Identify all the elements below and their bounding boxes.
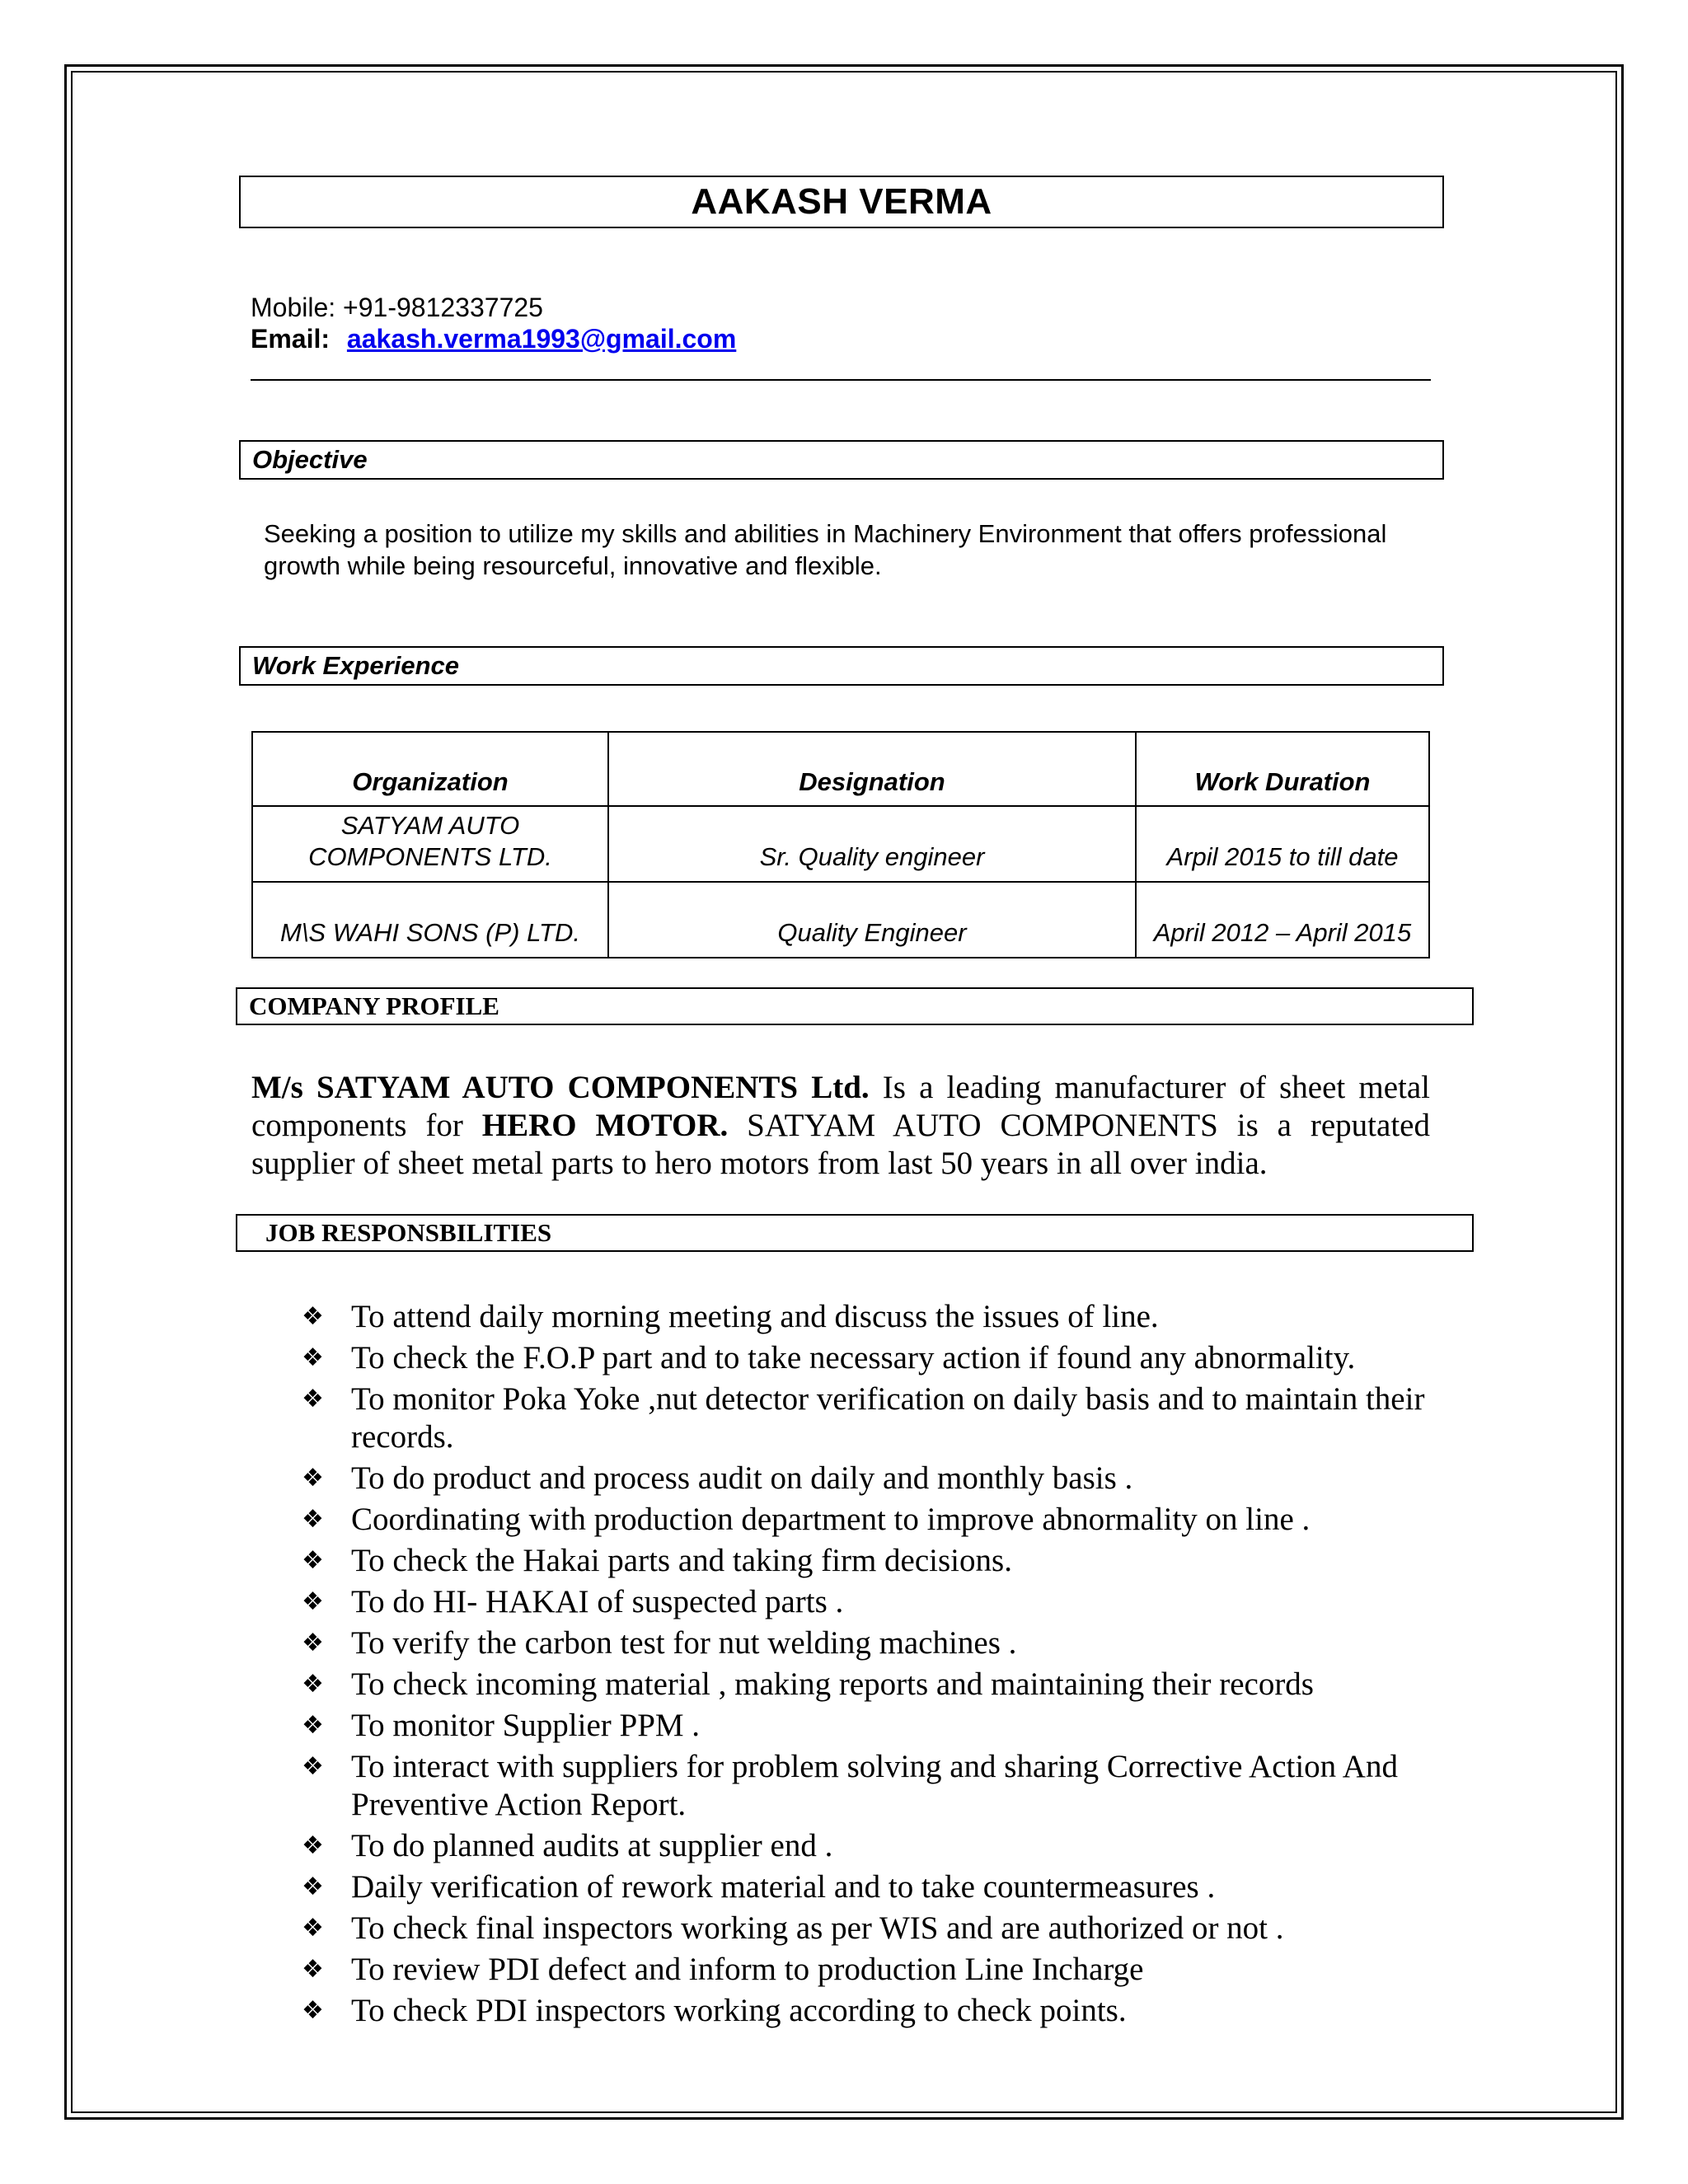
diamond-bullet-icon: ❖ <box>302 1872 324 1901</box>
company-name: M/s SATYAM AUTO COMPONENTS Ltd. <box>251 1070 870 1105</box>
designation-cell: Quality Engineer <box>608 882 1136 958</box>
diamond-bullet-icon: ❖ <box>302 1752 324 1781</box>
list-item <box>297 1460 1451 1497</box>
responsibility-text: To verify the carbon test for nut welding machines . <box>351 1625 1017 1661</box>
diamond-bullet-icon: ❖ <box>302 1629 324 1657</box>
work-experience-heading: Work Experience <box>239 646 1444 686</box>
work-experience-table <box>251 731 1430 958</box>
responsibility-text: To monitor Poka Yoke ,nut detector verification on daily basis and to maintain their records. <box>351 1381 1425 1455</box>
diamond-bullet-icon: ❖ <box>302 1831 324 1860</box>
email-label: Email: <box>251 324 331 354</box>
candidate-name: AAKASH VERMA <box>239 176 1444 228</box>
list-item <box>297 1542 1451 1580</box>
list-item <box>297 1707 1451 1745</box>
column-header-designation: Designation <box>608 732 1136 806</box>
organization-cell: SATYAM AUTO COMPONENTS LTD. <box>252 806 608 882</box>
list-item <box>297 1748 1451 1824</box>
responsibility-text: To monitor Supplier PPM . <box>351 1708 701 1743</box>
organization-cell: M\S WAHI SONS (P) LTD. <box>252 882 608 958</box>
list-item <box>297 1298 1451 1336</box>
mobile-line <box>251 293 543 323</box>
work-duration-cell: Arpil 2015 to till date <box>1136 806 1429 882</box>
responsibility-text: To check PDI inspectors working according to check points. <box>351 1993 1127 2028</box>
column-header-work-duration: Work Duration <box>1136 732 1429 806</box>
list-item <box>297 1992 1451 2030</box>
company-profile-text <box>251 1069 1430 1183</box>
mobile-label: Mobile: <box>251 293 336 322</box>
responsibility-text: To interact with suppliers for problem solving and sharing Corrective Action And Preventive Action Report. <box>351 1749 1398 1822</box>
designation-cell: Sr. Quality engineer <box>608 806 1136 882</box>
company-profile-heading: COMPANY PROFILE <box>236 987 1474 1025</box>
responsibility-text: Daily verification of rework material and to take countermeasures . <box>351 1869 1216 1905</box>
responsibility-text: To check final inspectors working as per WIS and are authorized or not . <box>351 1910 1284 1946</box>
table-row <box>252 882 1429 958</box>
header-divider <box>251 379 1431 381</box>
responsibility-text: To do HI- HAKAI of suspected parts . <box>351 1584 844 1619</box>
diamond-bullet-icon: ❖ <box>302 1955 324 1984</box>
list-item <box>297 1339 1451 1377</box>
responsibility-text: To check the Hakai parts and taking firm decisions. <box>351 1543 1012 1578</box>
list-item <box>297 1501 1451 1539</box>
diamond-bullet-icon: ❖ <box>302 1343 324 1372</box>
list-item <box>297 1666 1451 1704</box>
responsibilities-list <box>297 1298 1451 2033</box>
diamond-bullet-icon: ❖ <box>302 1464 324 1493</box>
diamond-bullet-icon: ❖ <box>302 1385 324 1413</box>
mobile-number: +91-9812337725 <box>343 293 543 322</box>
list-item <box>297 1583 1451 1621</box>
list-item <box>297 1951 1451 1989</box>
list-item <box>297 1827 1451 1865</box>
client-name: HERO MOTOR. <box>481 1108 729 1143</box>
responsibility-text: To check the F.O.P part and to take necessary action if found any abnormality. <box>351 1340 1356 1376</box>
email-line <box>251 324 949 354</box>
responsibility-text: To check incoming material , making reports and maintaining their records <box>351 1666 1314 1702</box>
profile-text-part1: Is a leading manufacturer of sheet metal components for <box>251 1070 1430 1143</box>
email-link[interactable]: aakash.verma1993@gmail.com <box>346 324 737 354</box>
work-duration-cell: April 2012 – April 2015 <box>1136 882 1429 958</box>
list-item <box>297 1624 1451 1662</box>
profile-text-part2: SATYAM AUTO COMPONENTS is a reputated supplier of sheet metal parts to hero motors from last 50 years in all over india. <box>251 1108 1430 1181</box>
diamond-bullet-icon: ❖ <box>302 1711 324 1740</box>
list-item <box>297 1868 1451 1906</box>
diamond-bullet-icon: ❖ <box>302 1996 324 2025</box>
table-header-row <box>252 732 1429 806</box>
diamond-bullet-icon: ❖ <box>302 1670 324 1699</box>
diamond-bullet-icon: ❖ <box>302 1587 324 1616</box>
list-item <box>297 1910 1451 1947</box>
diamond-bullet-icon: ❖ <box>302 1505 324 1534</box>
list-item <box>297 1380 1451 1456</box>
responsibility-text: Coordinating with production department to improve abnormality on line . <box>351 1502 1311 1537</box>
responsibility-text: To do planned audits at supplier end . <box>351 1828 833 1863</box>
diamond-bullet-icon: ❖ <box>302 1546 324 1575</box>
responsibility-text: To attend daily morning meeting and discuss the issues of line. <box>351 1299 1159 1334</box>
table-row <box>252 806 1429 882</box>
job-responsibilities-heading: JOB RESPONSBILITIES <box>236 1214 1474 1252</box>
responsibility-text: To review PDI defect and inform to production Line Incharge <box>351 1952 1144 1987</box>
diamond-bullet-icon: ❖ <box>302 1302 324 1331</box>
objective-text: Seeking a position to utilize my skills and abilities in Machinery Environment that offers professional growth while being resourceful, innovative and flexible. <box>264 519 1387 580</box>
objective-heading: Objective <box>239 440 1444 480</box>
column-header-organization: Organization <box>252 732 608 806</box>
responsibility-text: To do product and process audit on daily and monthly basis . <box>351 1460 1133 1496</box>
diamond-bullet-icon: ❖ <box>302 1914 324 1943</box>
